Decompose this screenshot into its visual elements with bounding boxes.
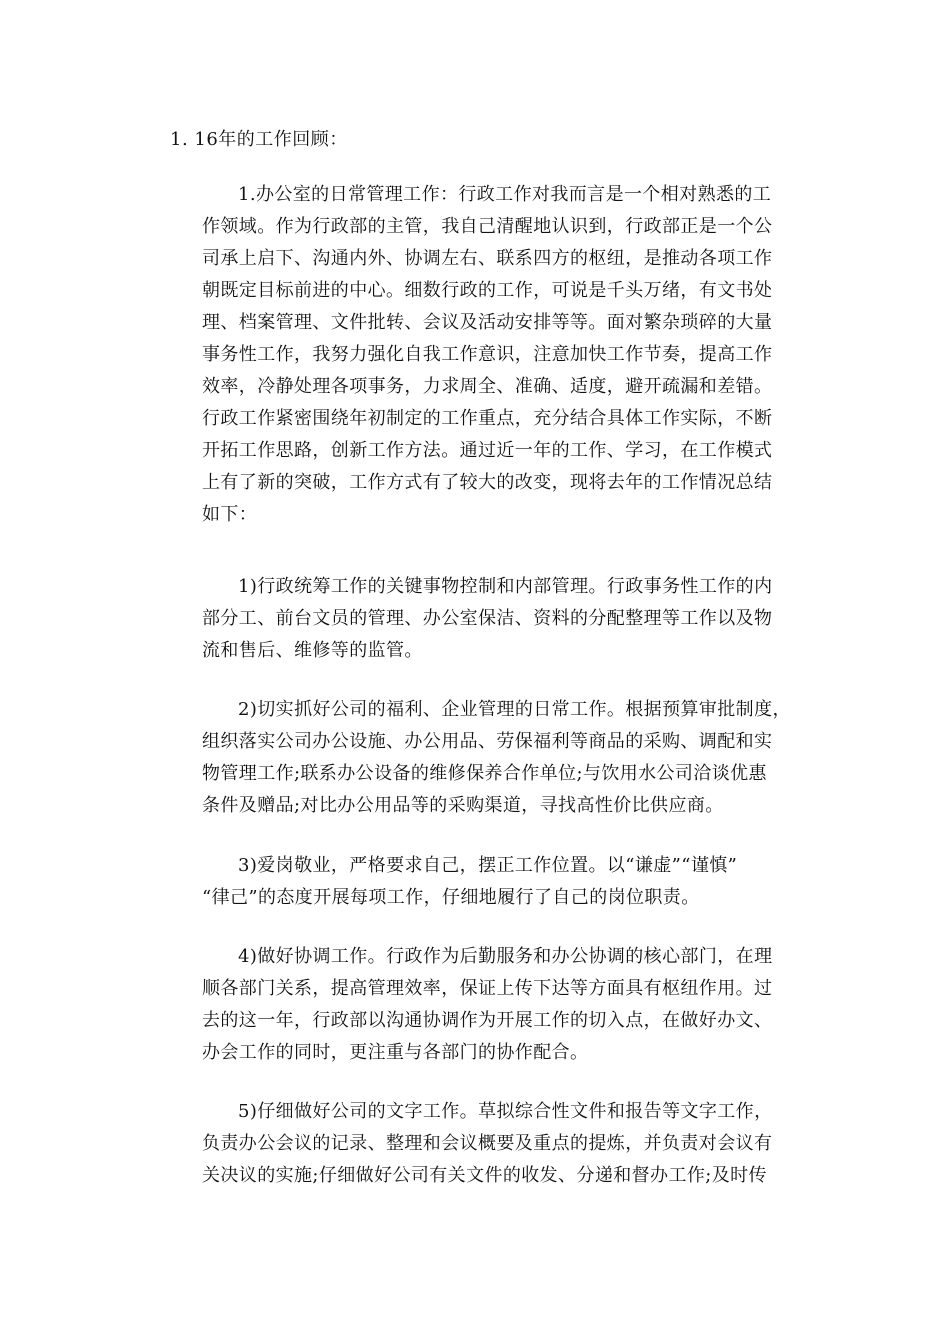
paragraph-line: 负责办公会议的记录、整理和会议概要及重点的提炼，并负责对会议有 [202,1133,773,1154]
paragraph-item-5 [202,1096,822,1192]
paragraph-line: 理、档案管理、文件批转、会议及活动安排等等。面对繁杂琐碎的大量 [202,312,773,333]
paragraph-line: 作领域。作为行政部的主管，我自己清醒地认识到，行政部正是一个公 [202,216,773,237]
paragraph-line: 行政工作紧密围绕年初制定的工作重点，充分结合具体工作实际，不断 [202,408,773,429]
paragraph-line: 上有了新的突破，工作方式有了较大的改变，现将去年的工作情况总结 [202,472,773,493]
paragraph-item-2 [202,694,822,822]
paragraph-item-3 [202,850,822,914]
paragraph-line: 顺各部门关系，提高管理效率，保证上传下达等方面具有枢纽作用。过 [202,978,773,999]
paragraph-line: 办会工作的同时，更注重与各部门的协作配合。 [202,1042,589,1063]
paragraph-line: 开拓工作思路，创新工作方法。通过近一年的工作、学习，在工作模式 [202,440,773,461]
paragraph-line: 1.办公室的日常管理工作：行政工作对我而言是一个相对熟悉的工 [238,184,772,205]
paragraph-line: 如下： [202,504,258,525]
paragraph-line: 2)切实抓好公司的福利、企业管理的日常工作。根据预算审批制度， [238,699,791,720]
paragraph-line: 关决议的实施;仔细做好公司有关文件的收发、分递和督办工作;及时传 [202,1165,767,1186]
paragraph-line: “律己”的态度开展每项工作，仔细地履行了自己的岗位职责。 [202,887,700,908]
paragraph-line: 3)爱岗敬业，严格要求自己，摆正工作位置。以“谦虚”“谨慎” [238,855,738,876]
paragraph-line: 条件及赠品;对比办公用品等的采购渠道，寻找高性价比供应商。 [202,795,724,816]
paragraph-line: 去的这一年，行政部以沟通协调作为开展工作的切入点，在做好办文、 [202,1010,773,1031]
paragraph-line: 1)行政统筹工作的关键事物控制和内部管理。行政事务性工作的内 [238,576,773,597]
paragraph-line: 朝既定目标前进的中心。细数行政的工作，可说是千头万绪，有文书处 [202,280,773,301]
paragraph-office-management [202,179,822,531]
paragraph-item-1 [202,571,822,667]
paragraph-line: 5)仔细做好公司的文字工作。草拟综合性文件和报告等文字工作， [238,1101,773,1122]
paragraph-line: 物管理工作;联系办公设备的维修保养合作单位;与饮用水公司洽谈优惠 [202,763,767,784]
paragraph-line: 流和售后、维修等的监管。 [202,640,423,661]
paragraph-item-4 [202,941,822,1069]
paragraph-line: 部分工、前台文员的管理、办公室保洁、资料的分配整理等工作以及物 [202,608,773,629]
paragraph-line: 4)做好协调工作。行政作为后勤服务和办公协调的核心部门，在理 [238,946,773,967]
paragraph-line: 司承上启下、沟通内外、协调左右、联系四方的枢纽，是推动各项工作 [202,248,773,269]
paragraph-line: 效率，冷静处理各项事务，力求周全、准确、适度，避开疏漏和差错。 [202,376,773,397]
paragraph-line: 组织落实公司办公设施、办公用品、劳保福利等商品的采购、调配和实 [202,731,773,752]
paragraph-line: 事务性工作，我努力强化自我工作意识，注意加快工作节奏，提高工作 [202,344,773,365]
section-heading: 1. 16年的工作回顾： [170,129,348,150]
